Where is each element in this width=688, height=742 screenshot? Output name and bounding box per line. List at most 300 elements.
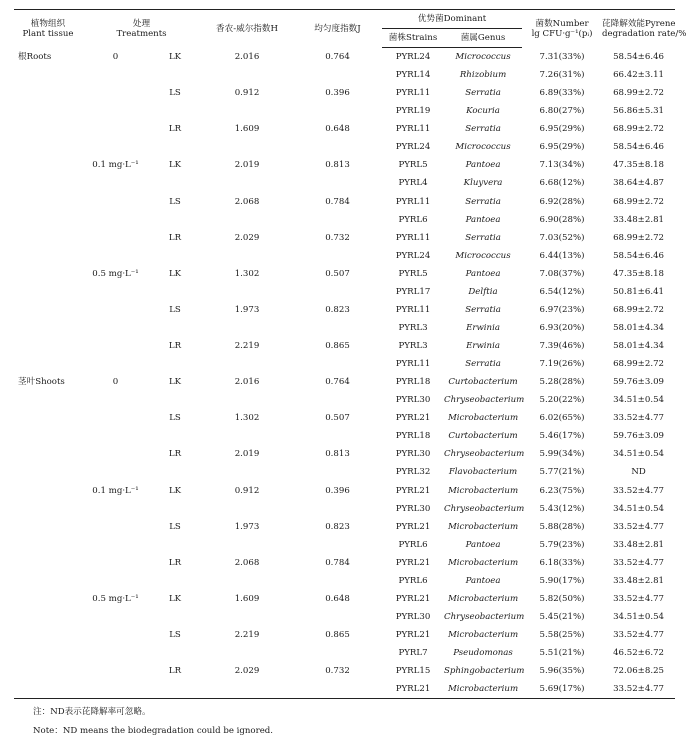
table-row: [14, 283, 675, 301]
genus-cell: Microbacterium: [447, 630, 519, 641]
genus-cell: Curtobacterium: [448, 431, 518, 442]
treatment-group-cell: [149, 355, 201, 373]
shannon-index-cell: [201, 247, 293, 265]
evenness-index-cell: [293, 102, 382, 120]
treatment-group-cell: [149, 572, 201, 590]
evenness-index-cell: 0.823: [325, 304, 350, 315]
shannon-index-cell: 2.019: [234, 449, 260, 460]
degradation-rate-cell: 68.99±2.72: [613, 196, 664, 207]
evenness-index-cell: 0.865: [325, 630, 350, 641]
treatment-group-cell: [149, 102, 201, 120]
strain-cell: PYRL21: [395, 485, 431, 496]
strain-cell: PYRL15: [395, 666, 431, 677]
shannon-index-cell: [201, 536, 293, 554]
degradation-rate-cell: 58.54±6.46: [613, 250, 664, 261]
treatment-group-cell: LK: [168, 160, 182, 171]
table-row: [14, 156, 675, 174]
genus-cell: Pantoea: [465, 160, 501, 171]
strain-cell: PYRL17: [395, 286, 431, 297]
number-cell: 6.54(12%): [539, 286, 585, 297]
treatment-concentration-cell: [82, 319, 149, 337]
treatment-concentration-cell: 0: [112, 377, 119, 388]
table-row: [14, 120, 675, 138]
shannon-index-cell: [201, 174, 293, 192]
tissue-cell: [14, 265, 82, 283]
genus-cell: Sphingobacterium: [444, 666, 525, 677]
table-row: [14, 301, 675, 319]
number-cell: 7.03(52%): [539, 232, 585, 243]
tissue-cell: [14, 500, 82, 518]
number-cell: 5.28(28%): [539, 377, 585, 388]
number-cell: 6.93(20%): [539, 322, 585, 333]
treatment-group-cell: LS: [169, 196, 181, 207]
degradation-rate-cell: 68.99±2.72: [613, 304, 664, 315]
genus-cell: Pantoea: [465, 268, 501, 279]
table-row: [14, 554, 675, 572]
header-shannon-index: 香农-威尔指数H: [201, 10, 293, 48]
shannon-index-cell: 1.609: [234, 593, 260, 604]
tissue-cell: [14, 626, 82, 644]
evenness-index-cell: 0.732: [325, 666, 350, 677]
header-plant-tissue: 植物组织 Plant tissue: [14, 10, 82, 48]
treatment-concentration-cell: [82, 102, 149, 120]
tissue-cell: [14, 680, 82, 699]
degradation-rate-cell: 58.54±6.46: [613, 142, 664, 153]
genus-cell: Micrococcus: [455, 250, 511, 261]
strain-cell: PYRL5: [398, 268, 428, 279]
number-cell: 5.45(21%): [539, 611, 585, 622]
strain-cell: PYRL30: [395, 611, 431, 622]
treatment-concentration-cell: [82, 283, 149, 301]
degradation-rate-cell: 47.35±8.18: [613, 268, 664, 279]
header-evenness-index: 均匀度指数J: [293, 10, 382, 48]
degradation-rate-cell: 34.51±0.54: [613, 503, 664, 514]
treatment-group-cell: LR: [168, 557, 182, 568]
table-row: [14, 608, 675, 626]
degradation-rate-cell: 58.01±4.34: [613, 341, 664, 352]
tissue-cell: [14, 66, 82, 84]
strain-cell: PYRL30: [395, 395, 431, 406]
strain-cell: PYRL6: [398, 214, 428, 225]
number-cell: 7.19(26%): [539, 359, 585, 370]
strain-cell: PYRL21: [395, 521, 431, 532]
table-row: [14, 463, 675, 481]
genus-cell: Serratia: [465, 359, 501, 370]
treatment-concentration-cell: [82, 445, 149, 463]
number-cell: 5.96(35%): [539, 666, 585, 677]
tissue-cell: [14, 301, 82, 319]
strain-cell: PYRL18: [395, 377, 431, 388]
tissue-cell: [14, 662, 82, 680]
strain-cell: PYRL21: [395, 593, 431, 604]
shannon-index-cell: 1.302: [234, 268, 260, 279]
genus-cell: Serratia: [465, 88, 501, 99]
genus-cell: Kocuria: [466, 106, 500, 117]
note-chinese: 注：ND表示芘降解率可忽略。: [33, 707, 151, 717]
treatment-group-cell: [149, 211, 201, 229]
number-cell: 7.08(37%): [539, 268, 585, 279]
treatment-group-cell: LK: [168, 485, 182, 496]
header-dominant: 优势菌Dominant: [382, 10, 522, 29]
treatment-concentration-cell: [82, 427, 149, 445]
treatment-group-cell: [149, 138, 201, 156]
strain-cell: PYRL18: [395, 431, 431, 442]
number-cell: 6.23(75%): [539, 485, 585, 496]
degradation-rate-cell: 58.54±6.46: [613, 51, 664, 62]
table-row: [14, 229, 675, 247]
table-row: [14, 644, 675, 662]
evenness-index-cell: 0.764: [325, 377, 350, 388]
number-cell: 7.13(34%): [539, 160, 585, 171]
genus-cell: Chryseobacterium: [444, 395, 525, 406]
shannon-index-cell: 1.609: [234, 124, 260, 135]
shannon-index-cell: 2.019: [234, 160, 260, 171]
number-cell: 5.58(25%): [539, 630, 585, 641]
evenness-index-cell: 0.648: [325, 124, 350, 135]
strain-cell: PYRL11: [395, 196, 431, 207]
genus-cell: Serratia: [465, 232, 501, 243]
tissue-cell: [14, 445, 82, 463]
genus-cell: Curtobacterium: [448, 377, 518, 388]
tissue-cell: [14, 156, 82, 174]
treatment-concentration-cell: [82, 301, 149, 319]
degradation-rate-cell: 34.51±0.54: [613, 449, 664, 460]
treatment-group-cell: [149, 391, 201, 409]
evenness-index-cell: [293, 536, 382, 554]
treatment-group-cell: LS: [169, 521, 181, 532]
tissue-cell: [14, 84, 82, 102]
number-cell: 6.68(12%): [539, 178, 585, 189]
treatment-group-cell: LR: [168, 341, 182, 352]
shannon-index-cell: 2.016: [234, 377, 260, 388]
treatment-concentration-cell: [82, 138, 149, 156]
header-number: 菌数Number lg CFU·g⁻¹(pᵢ): [522, 10, 602, 48]
strain-cell: PYRL32: [395, 467, 431, 478]
tissue-cell: [14, 554, 82, 572]
evenness-index-cell: 0.823: [325, 521, 350, 532]
shannon-index-cell: [201, 102, 293, 120]
tissue-cell: [14, 193, 82, 211]
tissue-cell: [14, 608, 82, 626]
genus-cell: Erwinia: [466, 322, 500, 333]
shannon-index-cell: [201, 355, 293, 373]
degradation-rate-cell: 34.51±0.54: [613, 611, 664, 622]
shannon-index-cell: 1.973: [234, 521, 260, 532]
shannon-index-cell: 2.068: [234, 557, 260, 568]
table-row: [14, 174, 675, 192]
evenness-index-cell: [293, 247, 382, 265]
table-row: [14, 138, 675, 156]
treatment-concentration-cell: [82, 84, 149, 102]
evenness-index-cell: [293, 500, 382, 518]
degradation-rate-cell: 34.51±0.54: [613, 395, 664, 406]
note-english: Note：ND means the biodegradation could be ignored.: [33, 726, 274, 736]
number-cell: 7.31(33%): [539, 51, 585, 62]
treatment-concentration-cell: [82, 355, 149, 373]
number-cell: 5.82(50%): [539, 593, 585, 604]
treatment-concentration-cell: [82, 337, 149, 355]
strain-cell: PYRL14: [395, 70, 431, 81]
tissue-cell: [14, 211, 82, 229]
genus-cell: Rhizobium: [459, 70, 507, 81]
header-treatments: 处理 Treatments: [82, 10, 201, 48]
treatment-group-cell: [149, 319, 201, 337]
strain-cell: PYRL21: [395, 630, 431, 641]
treatment-group-cell: [149, 66, 201, 84]
header-genus: 菌属Genus: [444, 29, 522, 48]
evenness-index-cell: [293, 608, 382, 626]
table-row: [14, 247, 675, 265]
treatment-group-cell: [149, 174, 201, 192]
treatment-concentration-cell: 0.1 mg·L⁻¹: [92, 160, 139, 171]
shannon-index-cell: 2.068: [234, 196, 260, 207]
treatment-group-cell: LS: [169, 304, 181, 315]
evenness-index-cell: 0.813: [325, 449, 350, 460]
tissue-cell: [14, 644, 82, 662]
treatment-group-cell: LR: [168, 232, 182, 243]
shannon-index-cell: 0.912: [234, 88, 260, 99]
treatment-group-cell: [149, 463, 201, 481]
number-cell: 6.95(29%): [539, 124, 585, 135]
number-cell: 6.89(33%): [539, 88, 585, 99]
treatment-group-cell: [149, 536, 201, 554]
evenness-index-cell: 0.648: [325, 593, 350, 604]
tissue-cell: [14, 482, 82, 500]
genus-cell: Pseudomonas: [453, 648, 513, 659]
treatment-concentration-cell: [82, 554, 149, 572]
strain-cell: PYRL21: [395, 413, 431, 424]
header-strains: 菌株Strains: [382, 29, 444, 48]
table-row: [14, 66, 675, 84]
tissue-cell: [14, 572, 82, 590]
number-cell: 5.69(17%): [522, 680, 602, 699]
evenness-index-cell: 0.396: [325, 88, 350, 99]
treatment-concentration-cell: 0.5 mg·L⁻¹: [92, 268, 139, 279]
strain-cell: PYRL11: [395, 304, 431, 315]
tissue-cell: [14, 319, 82, 337]
genus-cell: Serratia: [465, 124, 501, 135]
tissue-cell: [14, 536, 82, 554]
treatment-group-cell: LK: [168, 377, 182, 388]
table-row: [14, 409, 675, 427]
number-cell: 6.97(23%): [539, 304, 585, 315]
degradation-rate-cell: 33.52±4.77: [613, 521, 664, 532]
tissue-cell: [14, 120, 82, 138]
treatment-concentration-cell: [82, 572, 149, 590]
treatment-concentration-cell: [82, 536, 149, 554]
strain-cell: PYRL19: [395, 106, 431, 117]
table-row: [14, 373, 675, 391]
degradation-rate-cell: 59.76±3.09: [613, 431, 664, 442]
treatment-concentration-cell: [82, 229, 149, 247]
treatment-concentration-cell: [82, 626, 149, 644]
shannon-index-cell: [201, 500, 293, 518]
treatment-concentration-cell: [82, 66, 149, 84]
degradation-rate-cell: 46.52±6.72: [613, 648, 664, 659]
treatment-concentration-cell: [82, 211, 149, 229]
shannon-index-cell: [201, 608, 293, 626]
shannon-index-cell: 2.029: [234, 666, 260, 677]
genus-cell: Microbacterium: [444, 680, 522, 699]
shannon-index-cell: [201, 644, 293, 662]
degradation-rate-cell: 68.99±2.72: [613, 88, 664, 99]
degradation-rate-cell: 68.99±2.72: [613, 359, 664, 370]
table-row: [14, 337, 675, 355]
evenness-index-cell: [293, 644, 382, 662]
treatment-concentration-cell: [82, 680, 149, 699]
treatment-group-cell: LS: [169, 630, 181, 641]
table-row: [14, 193, 675, 211]
shannon-index-cell: 1.302: [234, 413, 260, 424]
number-cell: 6.90(28%): [539, 214, 585, 225]
evenness-index-cell: 0.764: [325, 51, 350, 62]
strain-cell: PYRL7: [398, 648, 428, 659]
genus-cell: Delftia: [468, 286, 498, 297]
treatment-concentration-cell: [82, 174, 149, 192]
strain-cell: PYRL24: [395, 142, 431, 153]
degradation-rate-cell: 68.99±2.72: [613, 124, 664, 135]
strain-cell: PYRL5: [398, 160, 428, 171]
treatment-group-cell: [149, 500, 201, 518]
genus-cell: Microbacterium: [447, 485, 519, 496]
treatment-concentration-cell: [82, 518, 149, 536]
genus-cell: Microbacterium: [447, 593, 519, 604]
shannon-index-cell: 0.912: [234, 485, 260, 496]
table-row: [14, 518, 675, 536]
shannon-index-cell: 2.219: [234, 341, 260, 352]
treatment-group-cell: [149, 608, 201, 626]
tissue-cell: 茎叶Shoots: [18, 377, 65, 388]
evenness-index-cell: 0.865: [325, 341, 350, 352]
table-row: [14, 445, 675, 463]
degradation-rate-cell: 68.99±2.72: [613, 232, 664, 243]
shannon-index-cell: [201, 391, 293, 409]
table-row: [14, 680, 675, 699]
degradation-rate-cell: 33.52±4.77: [613, 485, 664, 496]
treatment-group-cell: LS: [169, 88, 181, 99]
degradation-rate-cell: 66.42±3.11: [613, 70, 664, 81]
shannon-index-cell: [201, 427, 293, 445]
degradation-rate-cell: 33.52±4.77: [602, 680, 675, 699]
degradation-rate-cell: 38.64±4.87: [613, 178, 664, 189]
treatment-group-cell: LK: [168, 593, 182, 604]
genus-cell: Chryseobacterium: [444, 611, 525, 622]
evenness-index-cell: [293, 463, 382, 481]
table-row: [14, 355, 675, 373]
evenness-index-cell: [293, 319, 382, 337]
evenness-index-cell: [293, 427, 382, 445]
genus-cell: Microbacterium: [447, 521, 519, 532]
header-degradation-rate: 芘降解效能Pyrene degradation rate/%: [602, 10, 675, 48]
evenness-index-cell: [293, 391, 382, 409]
table-row: [14, 391, 675, 409]
degradation-rate-cell: 58.01±4.34: [613, 322, 664, 333]
number-cell: 6.95(29%): [539, 142, 585, 153]
tissue-cell: [14, 355, 82, 373]
table-row: [14, 211, 675, 229]
genus-cell: Serratia: [465, 196, 501, 207]
strain-cell: PYRL21: [395, 557, 431, 568]
treatment-group-cell: [149, 283, 201, 301]
strain-cell: PYRL30: [395, 449, 431, 460]
shannon-index-cell: [201, 572, 293, 590]
table-row: [14, 102, 675, 120]
treatment-group-cell: LS: [169, 413, 181, 424]
degradation-rate-cell: 33.48±2.81: [613, 539, 664, 550]
genus-cell: Microbacterium: [447, 413, 519, 424]
number-cell: 5.46(17%): [539, 431, 585, 442]
genus-cell: Flavobacterium: [448, 467, 518, 478]
number-cell: 5.79(23%): [539, 539, 585, 550]
strain-cell: PYRL11: [395, 232, 431, 243]
tissue-cell: [14, 229, 82, 247]
degradation-rate-cell: 33.52±4.77: [613, 557, 664, 568]
number-cell: 5.88(28%): [539, 521, 585, 532]
table-row: [14, 482, 675, 500]
table-row: [14, 265, 675, 283]
tissue-cell: [14, 463, 82, 481]
tissue-cell: 根Roots: [18, 51, 52, 62]
treatment-group-cell: LK: [168, 51, 182, 62]
degradation-rate-cell: 47.35±8.18: [613, 160, 664, 171]
treatment-concentration-cell: [82, 662, 149, 680]
number-cell: 5.51(21%): [539, 648, 585, 659]
shannon-index-cell: [201, 319, 293, 337]
tissue-cell: [14, 247, 82, 265]
treatment-concentration-cell: 0.1 mg·L⁻¹: [92, 485, 139, 496]
number-cell: 7.39(46%): [539, 341, 585, 352]
number-cell: 6.02(65%): [539, 413, 585, 424]
number-cell: 5.43(12%): [539, 503, 585, 514]
strain-cell: PYRL11: [395, 124, 431, 135]
tissue-cell: [14, 138, 82, 156]
treatment-concentration-cell: [82, 120, 149, 138]
degradation-rate-cell: 59.76±3.09: [613, 377, 664, 388]
evenness-index-cell: 0.732: [325, 232, 350, 243]
treatment-concentration-cell: 0: [112, 51, 119, 62]
treatment-concentration-cell: [82, 247, 149, 265]
number-cell: 6.44(13%): [539, 250, 585, 261]
evenness-index-cell: [293, 283, 382, 301]
table-row: [14, 536, 675, 554]
treatment-concentration-cell: [82, 644, 149, 662]
degradation-rate-cell: ND: [631, 467, 646, 478]
treatment-concentration-cell: [82, 409, 149, 427]
evenness-index-cell: [293, 572, 382, 590]
data-table: [14, 9, 687, 699]
shannon-index-cell: [201, 283, 293, 301]
degradation-rate-cell: 33.52±4.77: [613, 630, 664, 641]
genus-cell: Chryseobacterium: [444, 503, 525, 514]
number-cell: 6.92(28%): [539, 196, 585, 207]
degradation-rate-cell: 72.06±8.25: [613, 666, 664, 677]
tissue-cell: [14, 391, 82, 409]
shannon-index-cell: 2.219: [234, 630, 260, 641]
table-row: [14, 84, 675, 102]
shannon-index-cell: [201, 66, 293, 84]
genus-cell: Serratia: [465, 304, 501, 315]
evenness-index-cell: [293, 174, 382, 192]
tissue-cell: [14, 590, 82, 608]
strain-cell: PYRL11: [395, 359, 431, 370]
strain-cell: PYRL4: [398, 178, 428, 189]
evenness-index-cell: [293, 138, 382, 156]
genus-cell: Chryseobacterium: [444, 449, 525, 460]
treatment-concentration-cell: [82, 608, 149, 626]
degradation-rate-cell: 33.48±2.81: [613, 214, 664, 225]
shannon-index-cell: [201, 680, 293, 699]
tissue-cell: [14, 518, 82, 536]
